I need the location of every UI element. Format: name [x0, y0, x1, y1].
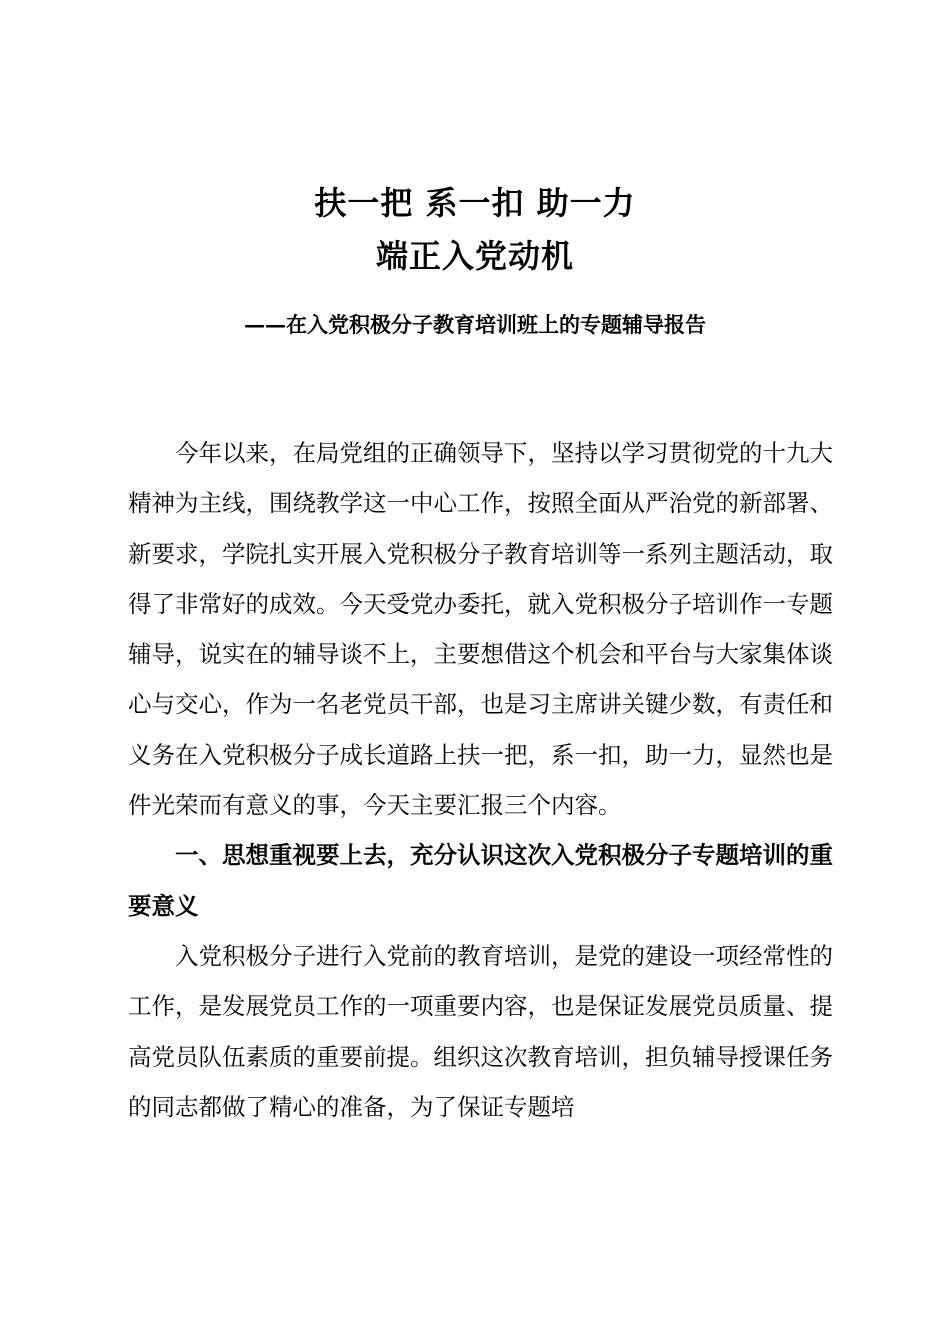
section-heading-1: 一、思想重视要上去，充分认识这次入党积极分子专题培训的重要意义 — [128, 841, 833, 920]
document-subtitle: ——在入党积极分子教育培训班上的专题辅导报告 — [244, 312, 706, 337]
document-title-line2: 端正入党动机 — [375, 237, 574, 275]
document-title-line1: 扶一把 系一扣 助一力 — [314, 184, 636, 222]
section1-paragraph: 入党积极分子进行入党前的教育培训，是党的建设一项经常性的工作，是发展党员工作的一项重要内容，也是保证发展党员质量、提高党员队伍素质的重要前提。组织这次教育培训，担负辅导授课任务的同志都做了精心的准备，为了保证专题培 — [128, 941, 833, 1121]
document-body — [128, 428, 833, 1132]
intro-paragraph: 今年以来，在局党组的正确领导下，坚持以学习贯彻党的十九大精神为主线，围绕教学这一中心工作，按照全面从严治党的新部署、新要求，学院扎实开展入党积极分子教育培训等一系列主题活动，取得了非常好的成效。今天受党办委托，就入党积极分子培训作一专题辅导，说实在的辅导谈不上，主要想借这个机会和平台与大家集体谈心与交心，作为一名老党员干部，也是习主席讲关键少数，有责任和义务在入党积极分子成长道路上扶一把，系一扣，助一力，显然也是件光荣而有意义的事，今天主要汇报三个内容。 — [128, 439, 833, 820]
